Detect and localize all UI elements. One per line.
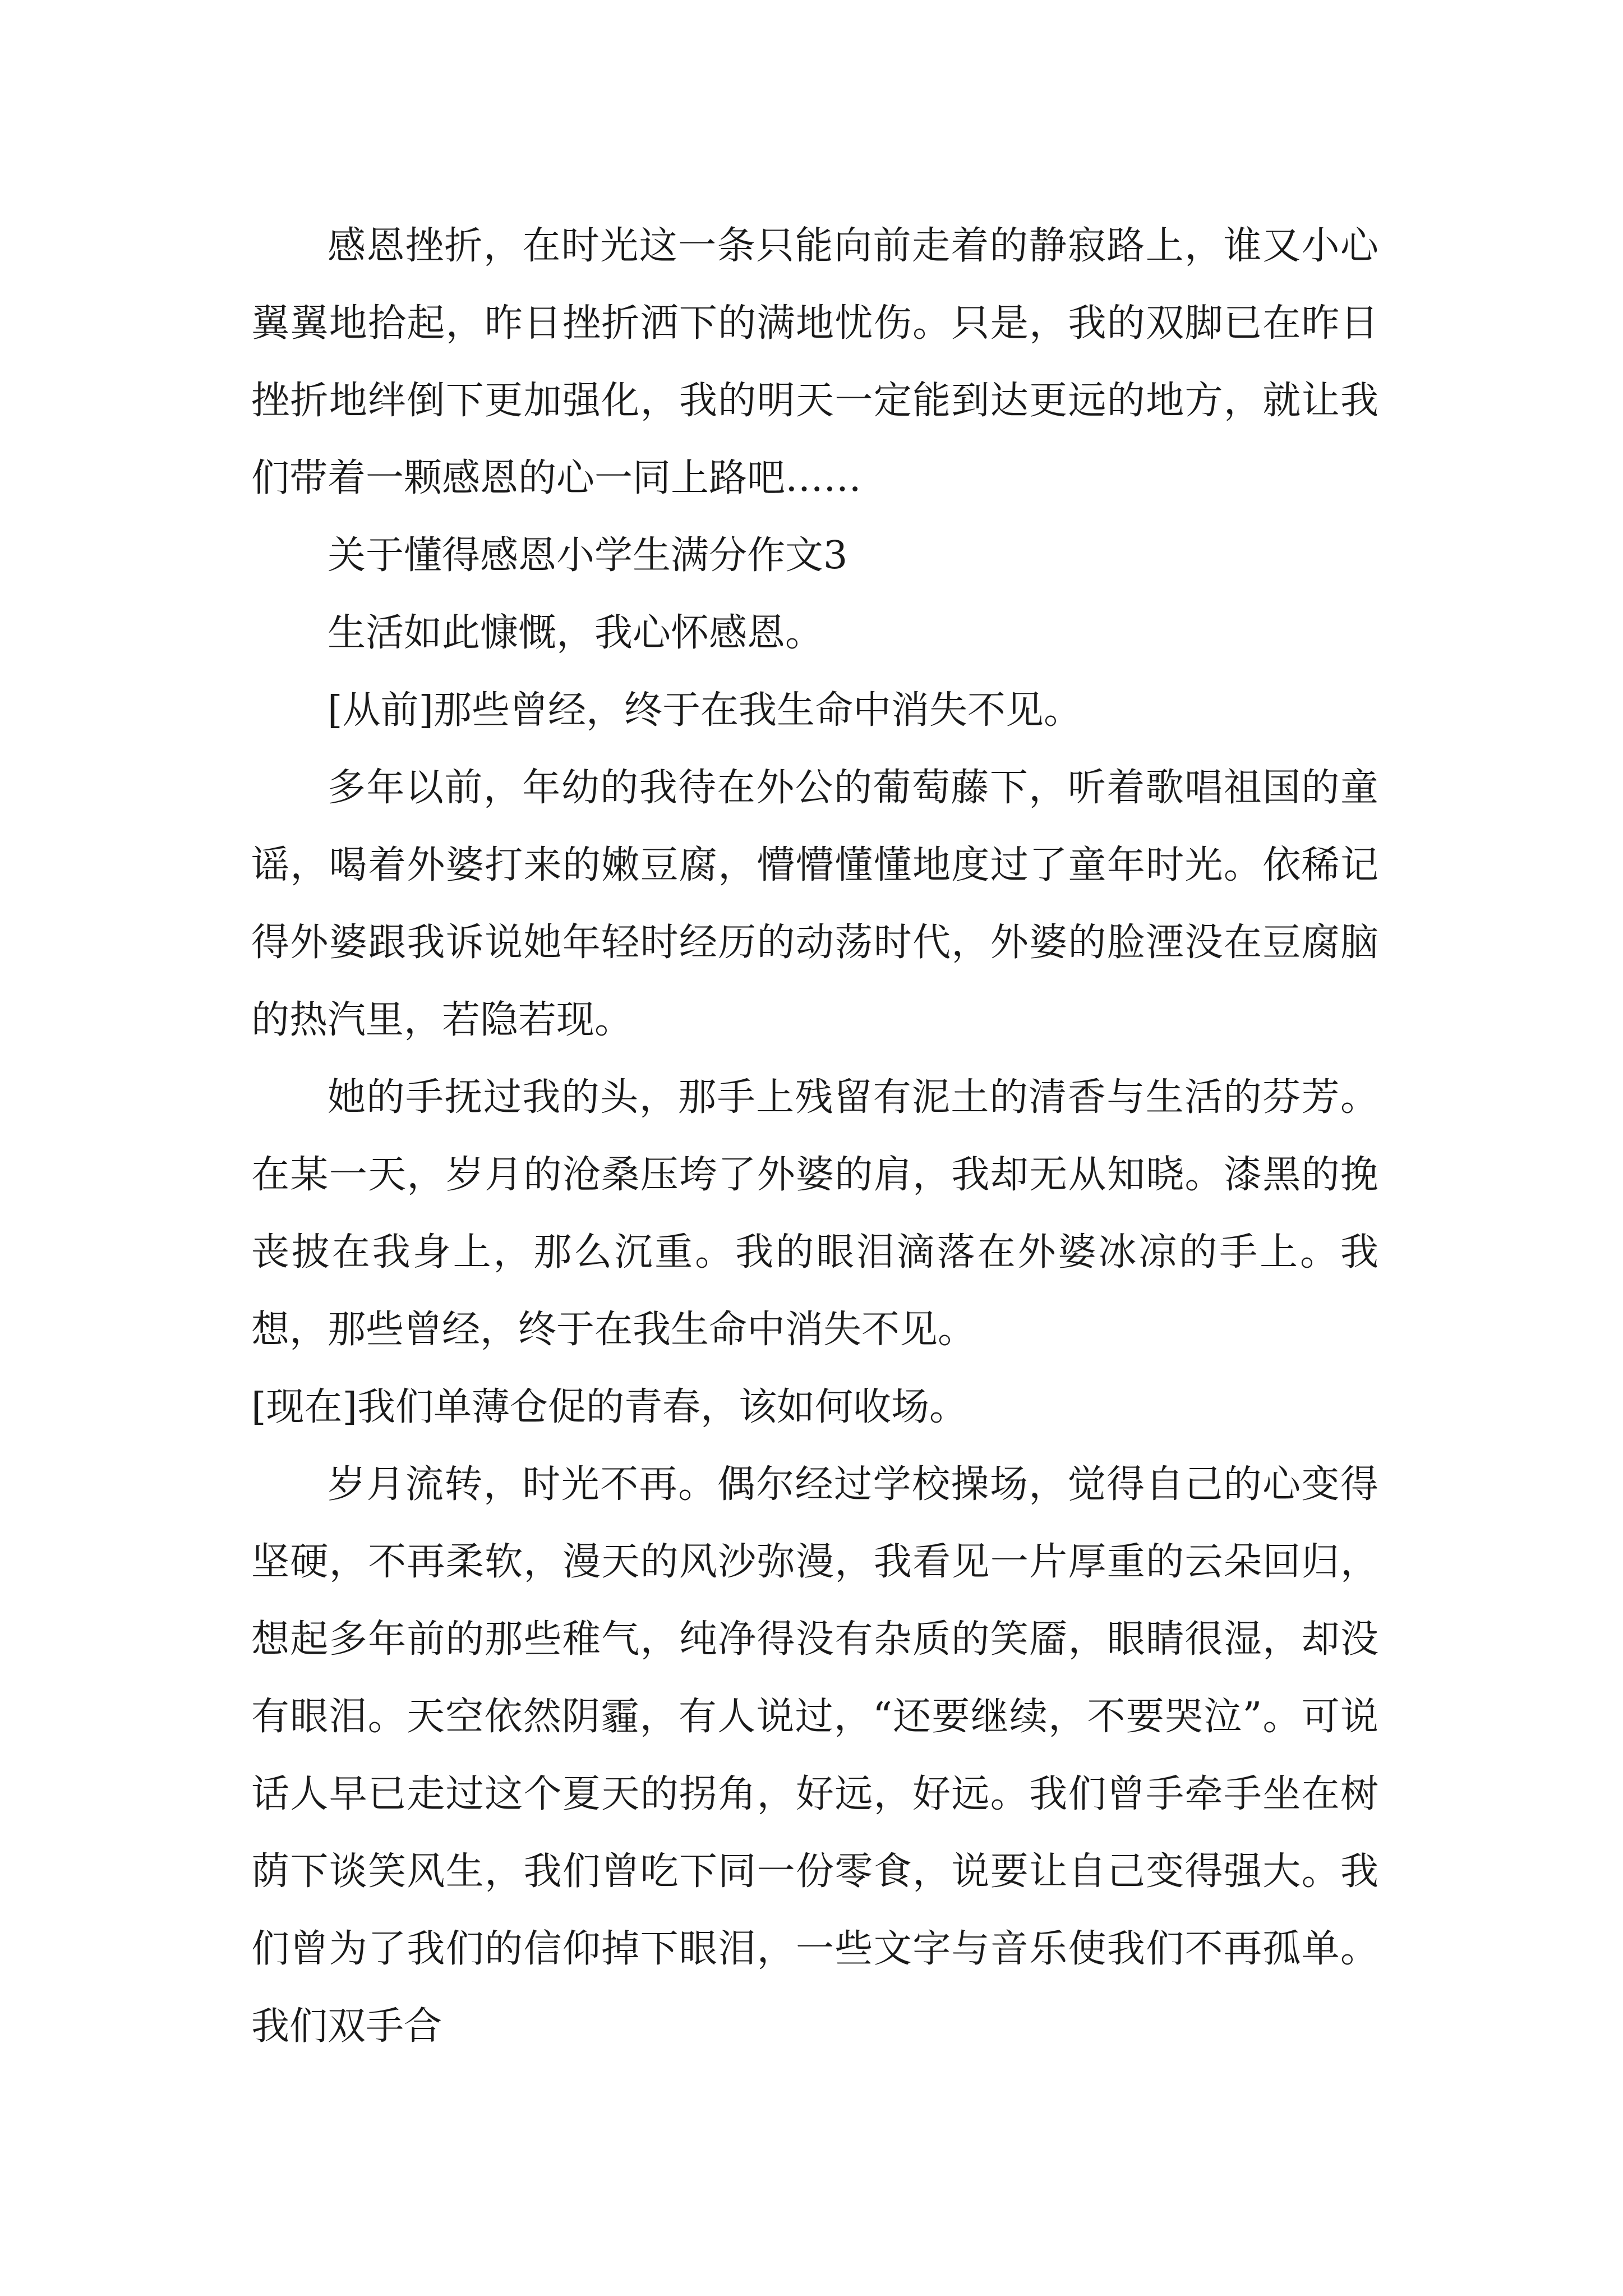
paragraph-youth-reflection: 岁月流转，时光不再。偶尔经过学校操场，觉得自己的心变得坚硬，不再柔软，漫天的风沙弥漫，我看见一片厚重的云朵回归，想起多年前的那些稚气，纯净得没有杂质的笑靥，眼睛很湿，却没有眼泪。天空依然阴霾，有人说过，“还要继续，不要哭泣”。可说话人早已走过这个夏天的拐角，好远，好远。我们曾手牵手坐在树荫下谈笑风生，我们曾吃下同一份零食，说要让自己变得强大。我们曾为了我们的信仰掉下眼泪，一些文字与音乐使我们不再孤单。我们双手合 bbox=[251, 1462, 1378, 2049]
document-body bbox=[251, 208, 1378, 2065]
paragraph-opening-line: 生活如此慷慨，我心怀感恩。 bbox=[328, 611, 824, 655]
paragraph-childhood-memory: 多年以前，年幼的我待在外公的葡萄藤下，听着歌唱祖国的童谣，喝着外婆打来的嫩豆腐，懵懵懂懂地度过了童年时光。依稀记得外婆跟我诉说她年轻时经历的动荡时代，外婆的脸湮没在豆腐脑的热汽里，若隐若现。 bbox=[251, 766, 1378, 1042]
paragraph-gratitude-setbacks: 感恩挫折，在时光这一条只能向前走着的静寂路上，谁又小心翼翼地拾起，昨日挫折洒下的满地忧伤。只是，我的双脚已在昨日挫折地绊倒下更加强化，我的明天一定能到达更远的地方，就让我们带着一颗感恩的心一同上路吧…… bbox=[251, 224, 1378, 500]
paragraph-present-section: [现在]我们单薄仓促的青春，该如何收场。 bbox=[251, 1385, 968, 1429]
essay-heading: 关于懂得感恩小学生满分作文3 bbox=[328, 533, 848, 578]
paragraph-grandmother: 她的手抚过我的头，那手上残留有泥土的清香与生活的芬芳。在某一天，岁月的沧桑压垮了外婆的肩，我却无从知晓。漆黑的挽丧披在我身上，那么沉重。我的眼泪滴落在外婆冰凉的手上。我想，那些曾经，终于在我生命中消失不见。 bbox=[251, 1075, 1378, 1352]
paragraph-past-section: [从前]那些曾经，终于在我生命中消失不见。 bbox=[328, 688, 1082, 733]
